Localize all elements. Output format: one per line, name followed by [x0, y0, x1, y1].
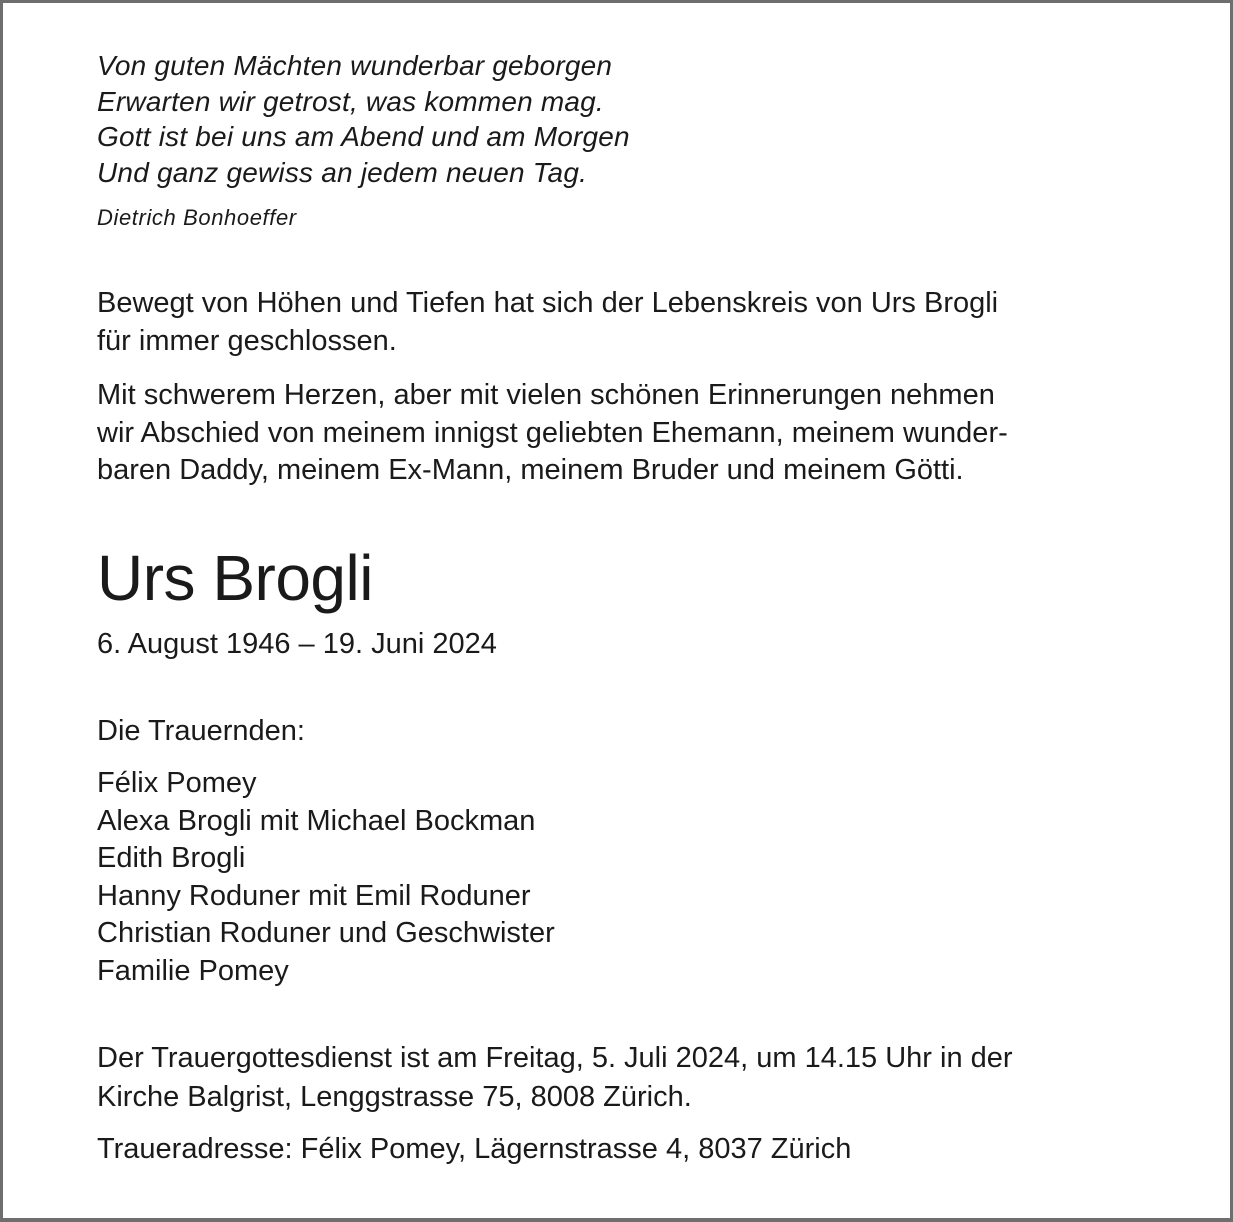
poem-line: Gott ist bei uns am Abend und am Morgen	[97, 121, 630, 152]
text-line: wir Abschied von meinem innigst geliebten Ehemann, meinem wunder-	[97, 416, 1008, 449]
mourner-name: Hanny Roduner mit Emil Roduner	[97, 879, 531, 912]
intro-paragraph-1	[97, 285, 998, 360]
poem-line: Erwarten wir getrost, was kommen mag.	[97, 85, 604, 117]
text-line: baren Daddy, meinem Ex-Mann, meinem Bruder und meinem Götti.	[97, 454, 964, 486]
mourners-label: Die Trauernden:	[97, 715, 305, 747]
service-info	[97, 1039, 1013, 1116]
poem-line: Von guten Mächten wunderbar geborgen	[97, 50, 613, 81]
mourner-name: Christian Roduner und Geschwister	[97, 917, 555, 949]
poem-author: Dietrich Bonhoeffer	[97, 205, 297, 230]
mourner-name: Familie Pomey	[97, 954, 289, 987]
poem	[97, 48, 630, 190]
intro-paragraph-2	[97, 377, 1008, 490]
mourner-name: Alexa Brogli mit Michael Bockman	[97, 804, 536, 837]
text-line: Der Trauergottesdienst ist am Freitag, 5. Juli 2024, um 14.15 Uhr in der	[97, 1042, 1013, 1074]
mourners-list	[97, 765, 555, 990]
text-line: Bewegt von Höhen und Tiefen hat sich der Lebenskreis von Urs Brogli	[97, 287, 999, 319]
mourner-name: Félix Pomey	[97, 767, 257, 799]
mourner-name: Edith Brogli	[97, 842, 246, 874]
poem-line: Und ganz gewiss an jedem neuen Tag.	[97, 156, 588, 188]
text-line: Mit schwerem Herzen, aber mit vielen schönen Erinnerungen nehmen	[97, 379, 995, 411]
text-line: Kirche Balgrist, Lenggstrasse 75, 8008 Zürich.	[97, 1080, 692, 1113]
text-line: für immer geschlossen.	[97, 324, 397, 357]
mourning-address: Traueradresse: Félix Pomey, Lägernstrasse 4, 8037 Zürich	[97, 1133, 852, 1165]
life-dates: 6. August 1946 – 19. Juni 2024	[97, 628, 497, 660]
deceased-name: Urs Brogli	[97, 542, 373, 614]
